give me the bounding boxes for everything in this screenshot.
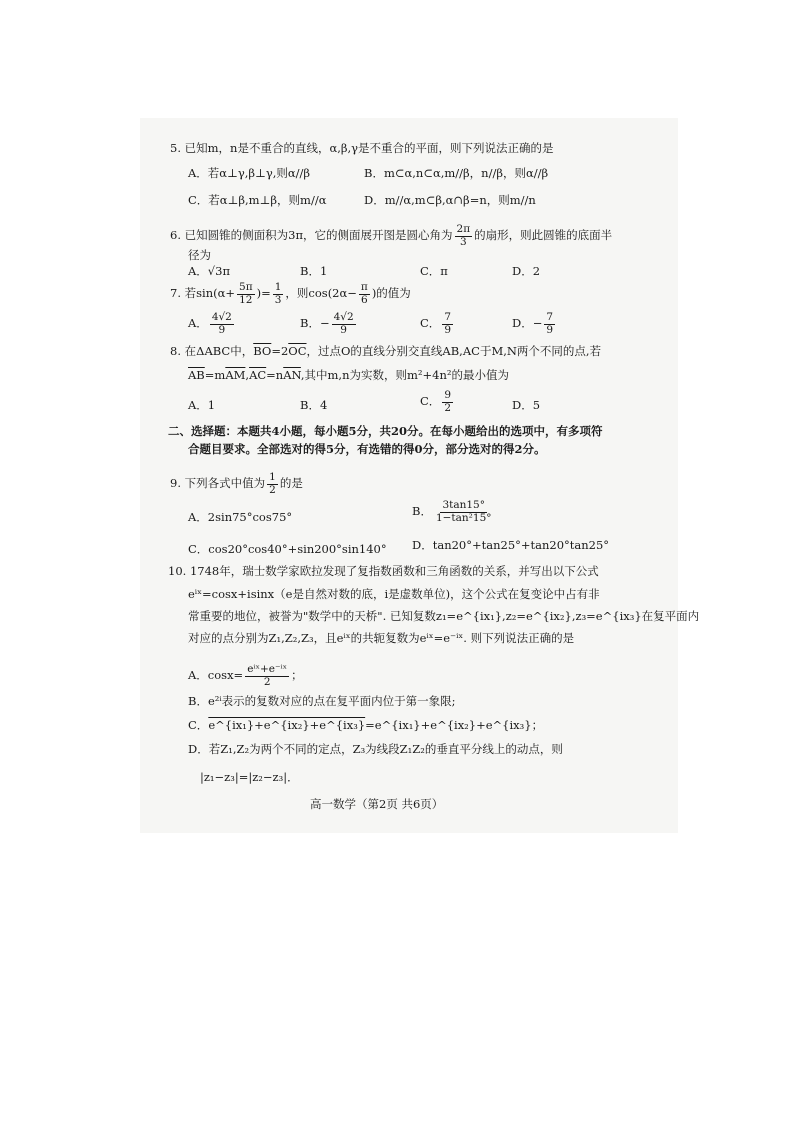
q6-frac-den: 3 bbox=[459, 235, 467, 248]
q7-a-fraction bbox=[210, 312, 234, 336]
q10-option-a[interactable] bbox=[188, 664, 303, 688]
q7-c-fraction bbox=[442, 312, 453, 336]
q9-b-den: 1−tan²15° bbox=[435, 511, 492, 524]
q10-a-num: eⁱˣ+e⁻ⁱˣ bbox=[247, 663, 288, 675]
q7-frac-den: 6 bbox=[361, 293, 368, 306]
q7-fraction-2 bbox=[273, 282, 284, 306]
q8-vector-oc: $\overline{OC}$ bbox=[288, 344, 307, 358]
q5-stem-text: 已知m，n是不重合的直线，α,β,γ是不重合的平面，则下列说法正确的是 bbox=[184, 141, 554, 155]
q6-stem-tail: 径为 bbox=[188, 248, 211, 262]
q6-option-d[interactable]: D．2 bbox=[512, 264, 541, 278]
q10-stem-line-4: 对应的点分别为Z₁,Z₂,Z₃，且eⁱˣ的共轭复数为eⁱˣ=e⁻ⁱˣ. 则下列说法正确的是 bbox=[188, 631, 575, 645]
q8-stem-part: =n bbox=[266, 368, 284, 382]
q7-stem-part: )的值为 bbox=[371, 286, 411, 301]
q7-stem-part: )= bbox=[256, 286, 271, 301]
q9-option-a[interactable]: A．2sin75°cos75° bbox=[188, 510, 293, 524]
q10-option-d-line2: |z₁−z₃|=|z₂−z₃|． bbox=[200, 770, 299, 784]
q8-stem-part: , bbox=[245, 368, 250, 382]
q10-a-den: 2 bbox=[263, 675, 271, 688]
q8-c-num: 9 bbox=[444, 389, 451, 401]
q7-option-c[interactable] bbox=[420, 312, 455, 336]
section2-heading-line-2: 合题目要求。全部选对的得5分，有选错的得0分，部分选对的得2分。 bbox=[188, 442, 546, 456]
q7-a-label: A． bbox=[188, 316, 208, 331]
q8-vector-am: $\overline{AM}$ bbox=[225, 368, 246, 382]
q6-frac-num: 2π bbox=[456, 223, 471, 235]
q6-stem-part: 的扇形，则此圆锥的底面半 bbox=[474, 228, 613, 243]
q7-d-fraction bbox=[544, 312, 555, 336]
q7-frac-num: 5π bbox=[239, 281, 253, 293]
q9-option-d[interactable]: D．tan20°+tan25°+tan20°tan25° bbox=[412, 538, 610, 552]
q7-stem-part: ，则cos(2α− bbox=[285, 286, 357, 301]
q8-stem-line-1 bbox=[170, 344, 601, 358]
q9-frac-num: 1 bbox=[269, 471, 276, 483]
q7-frac-den: 3 bbox=[274, 293, 282, 306]
q10-stem-line-2: eⁱˣ=cosx+isinx（e是自然对数的底，i是虚数单位)，这个公式在复变论中占有非 bbox=[188, 587, 600, 601]
q7-fraction-1 bbox=[237, 282, 255, 306]
q8-stem-part: 在ΔABC中， bbox=[184, 344, 254, 358]
q7-option-d[interactable] bbox=[512, 312, 557, 336]
q7-stem-part: 若sin(α+ bbox=[184, 286, 236, 301]
q7-a-num: 4√2 bbox=[211, 311, 232, 323]
q7-option-a[interactable] bbox=[188, 312, 236, 336]
q7-option-b[interactable] bbox=[300, 312, 358, 336]
q9-b-num: 3tan15° bbox=[442, 499, 485, 511]
q10-a-label: A．cosx= bbox=[188, 668, 244, 683]
q10-option-b[interactable]: B．e²ⁱ表示的复数对应的点在复平面内位于第一象限; bbox=[188, 694, 456, 708]
q7-d-den: 9 bbox=[546, 323, 554, 336]
q6-option-b[interactable]: B．1 bbox=[300, 264, 328, 278]
q10-a-fraction bbox=[245, 664, 289, 688]
q8-stem-part: =m bbox=[204, 368, 226, 382]
q7-a-den: 9 bbox=[218, 323, 226, 336]
q9-fraction bbox=[267, 472, 278, 496]
q8-stem-part: ,其中m,n为实数，则m²+4n²的最小值为 bbox=[300, 368, 509, 382]
q9-stem-part: 的是 bbox=[279, 476, 303, 491]
q7-b-den: 9 bbox=[340, 323, 347, 336]
q5-option-d[interactable]: D．m//α,m⊂β,α∩β=n，则m//n bbox=[364, 193, 536, 207]
q10-c-label: C． bbox=[188, 718, 209, 732]
q9-option-c[interactable]: C．cos20°cos40°+sin200°sin140° bbox=[188, 542, 387, 556]
q9-stem-part: 下列各式中值为 bbox=[184, 476, 266, 491]
q8-c-den: 2 bbox=[444, 401, 451, 414]
q7-d-label: D．− bbox=[512, 316, 543, 331]
q9-frac-den: 2 bbox=[269, 483, 276, 496]
q8-stem-part: ，过点O的直线分别交直线AB,AC于M,N两个不同的点,若 bbox=[306, 344, 602, 358]
q10-line1-text: 1748年，瑞士数学家欧拉发现了复指数函数和三角函数的关系，并写出以下公式 bbox=[189, 564, 599, 578]
q7-frac-num: 1 bbox=[274, 281, 282, 293]
q7-c-label: C． bbox=[420, 316, 441, 331]
q8-option-d[interactable]: D．5 bbox=[512, 398, 541, 412]
q10-option-d[interactable]: D．若Z₁,Z₂为两个不同的定点，Z₃为线段Z₁Z₂的垂直平分线上的动点，则 bbox=[188, 742, 563, 756]
q8-vector-bo: $\overline{BO}$ bbox=[253, 344, 272, 358]
q5-option-b[interactable]: B．m⊂α,n⊂α,m//β，n//β，则α//β bbox=[364, 166, 549, 180]
q10-option-c[interactable] bbox=[188, 718, 543, 732]
q8-vector-ac: $\overline{AC}$ bbox=[249, 368, 267, 382]
q7-fraction-3 bbox=[359, 282, 370, 306]
q5-number: 5. bbox=[170, 141, 181, 155]
q10-a-tail: ； bbox=[291, 668, 303, 683]
q6-stem-part: 已知圆锥的侧面积为3π，它的侧面展开图是圆心角为 bbox=[184, 228, 453, 243]
q8-option-a[interactable]: A．1 bbox=[188, 398, 216, 412]
q7-b-label: B．− bbox=[300, 316, 330, 331]
q8-option-c[interactable] bbox=[420, 390, 455, 414]
q8-vector-an: $\overline{AN}$ bbox=[283, 368, 301, 382]
q6-option-c[interactable]: C．π bbox=[420, 264, 448, 278]
q6-stem bbox=[170, 224, 612, 248]
q7-stem bbox=[170, 282, 411, 306]
q8-c-label: C． bbox=[420, 394, 441, 409]
q7-frac-num: π bbox=[360, 281, 368, 293]
q5-option-a[interactable]: A．若α⊥γ,β⊥γ,则α//β bbox=[188, 166, 311, 180]
q7-number: 7. bbox=[170, 286, 181, 301]
q10-c-rest: =e^{ix₁}+e^{ix₂}+e^{ix₃}； bbox=[365, 718, 544, 732]
q6-number: 6. bbox=[170, 228, 181, 243]
q9-number: 9. bbox=[170, 476, 181, 491]
q5-stem bbox=[170, 141, 554, 155]
q8-stem-line-2 bbox=[188, 368, 509, 382]
q7-c-num: 7 bbox=[444, 311, 451, 323]
section2-heading-line-1: 二、选择题：本题共4小题，每小题5分，共20分。在每小题给出的选项中，有多项符 bbox=[168, 424, 603, 438]
q5-option-c[interactable]: C．若α⊥β,m⊥β，则m//α bbox=[188, 193, 327, 207]
q6-option-a[interactable]: A．√3π bbox=[188, 264, 231, 278]
q10-number: 10. bbox=[168, 564, 187, 578]
q9-b-label: B． bbox=[412, 504, 432, 519]
q7-d-num: 7 bbox=[546, 311, 554, 323]
q10-stem-line-1 bbox=[168, 564, 599, 578]
q10-stem-line-3: 常重要的地位，被誉为"数学中的天桥". 已知复数z₁=e^{ix₁},z₂=e^{ix₂},z₃=e^{ix₃}在复平面内 bbox=[188, 609, 700, 623]
q9-stem bbox=[170, 472, 303, 496]
q8-stem-part: =2 bbox=[271, 344, 289, 358]
q8-option-b[interactable]: B．4 bbox=[300, 398, 328, 412]
page-footer: 高一数学（第2页 共6页） bbox=[310, 797, 444, 811]
q8-vector-ab: $\overline{AB}$ bbox=[188, 368, 205, 382]
q10-c-conjugate: e^{ix₁}+e^{ix₂}+e^{ix₃} bbox=[208, 718, 366, 732]
q8-number: 8. bbox=[170, 344, 181, 358]
q9-b-fraction bbox=[434, 500, 494, 524]
q8-c-fraction bbox=[442, 390, 453, 414]
q7-frac-den: 12 bbox=[239, 293, 253, 306]
q6-fraction bbox=[455, 224, 473, 248]
q7-b-num: 4√2 bbox=[333, 311, 354, 323]
q7-c-den: 9 bbox=[444, 323, 451, 336]
q9-option-b[interactable] bbox=[412, 500, 496, 524]
q7-b-fraction bbox=[332, 312, 356, 336]
